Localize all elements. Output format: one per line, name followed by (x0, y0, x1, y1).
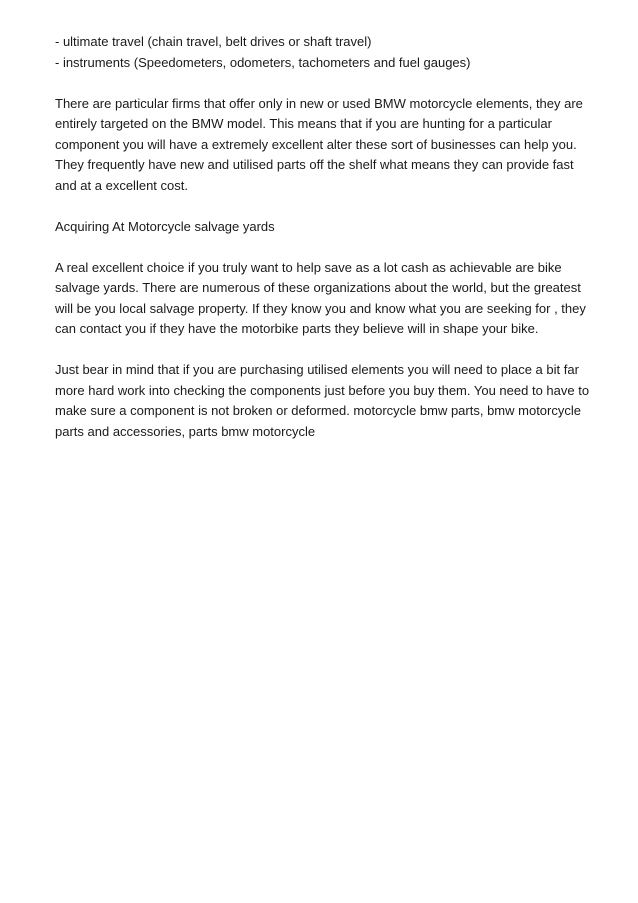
text-line: component you will have a extremely excellent alter these sort of businesses can help you. (55, 136, 577, 152)
list-item: - ultimate travel (chain travel, belt drives or shaft travel) (55, 34, 372, 49)
paragraph-salvage-yards (55, 258, 600, 340)
text-line: can contact you if they have the motorbike parts they believe will in shape your bike. (55, 321, 539, 336)
text-line: Just bear in mind that if you are purchasing utilised elements you will need to place a bit far (55, 362, 579, 377)
text-line: They frequently have new and utilised parts off the shelf what means they can provide fast (55, 157, 574, 172)
text-line: will be you local salvage property. If they know you and know what you are seeking for , they (55, 300, 586, 316)
text-line: There are particular firms that offer only in new or used BMW motorcycle elements, they are (55, 95, 583, 111)
text-line: salvage yards. There are numerous of these organizations about the world, but the greatest (55, 280, 581, 295)
heading-text: Acquiring At Motorcycle salvage yards (55, 218, 275, 234)
list-item: - instruments (Speedometers, odometers, tachometers and fuel gauges) (55, 54, 471, 70)
paragraph-bmw-firms (55, 94, 600, 197)
text-line: make sure a component is not broken or deformed. motorcycle bmw parts, bmw motorcycle (55, 403, 581, 418)
text-line: more hard work into checking the components just before you buy them. You need to have to (55, 382, 590, 398)
text-line: A real excellent choice if you truly want to help save as a lot cash as achievable are bike (55, 259, 562, 275)
text-line: and at a excellent cost. (55, 177, 188, 193)
section-heading (55, 217, 600, 238)
paragraph-used-parts (55, 360, 600, 442)
text-line: parts and accessories, parts bmw motorcycle (55, 423, 316, 439)
text-line: entirely targeted on the BMW model. This means that if you are hunting for a particular (55, 116, 552, 131)
document-body (55, 32, 600, 463)
parts-list (55, 32, 600, 73)
